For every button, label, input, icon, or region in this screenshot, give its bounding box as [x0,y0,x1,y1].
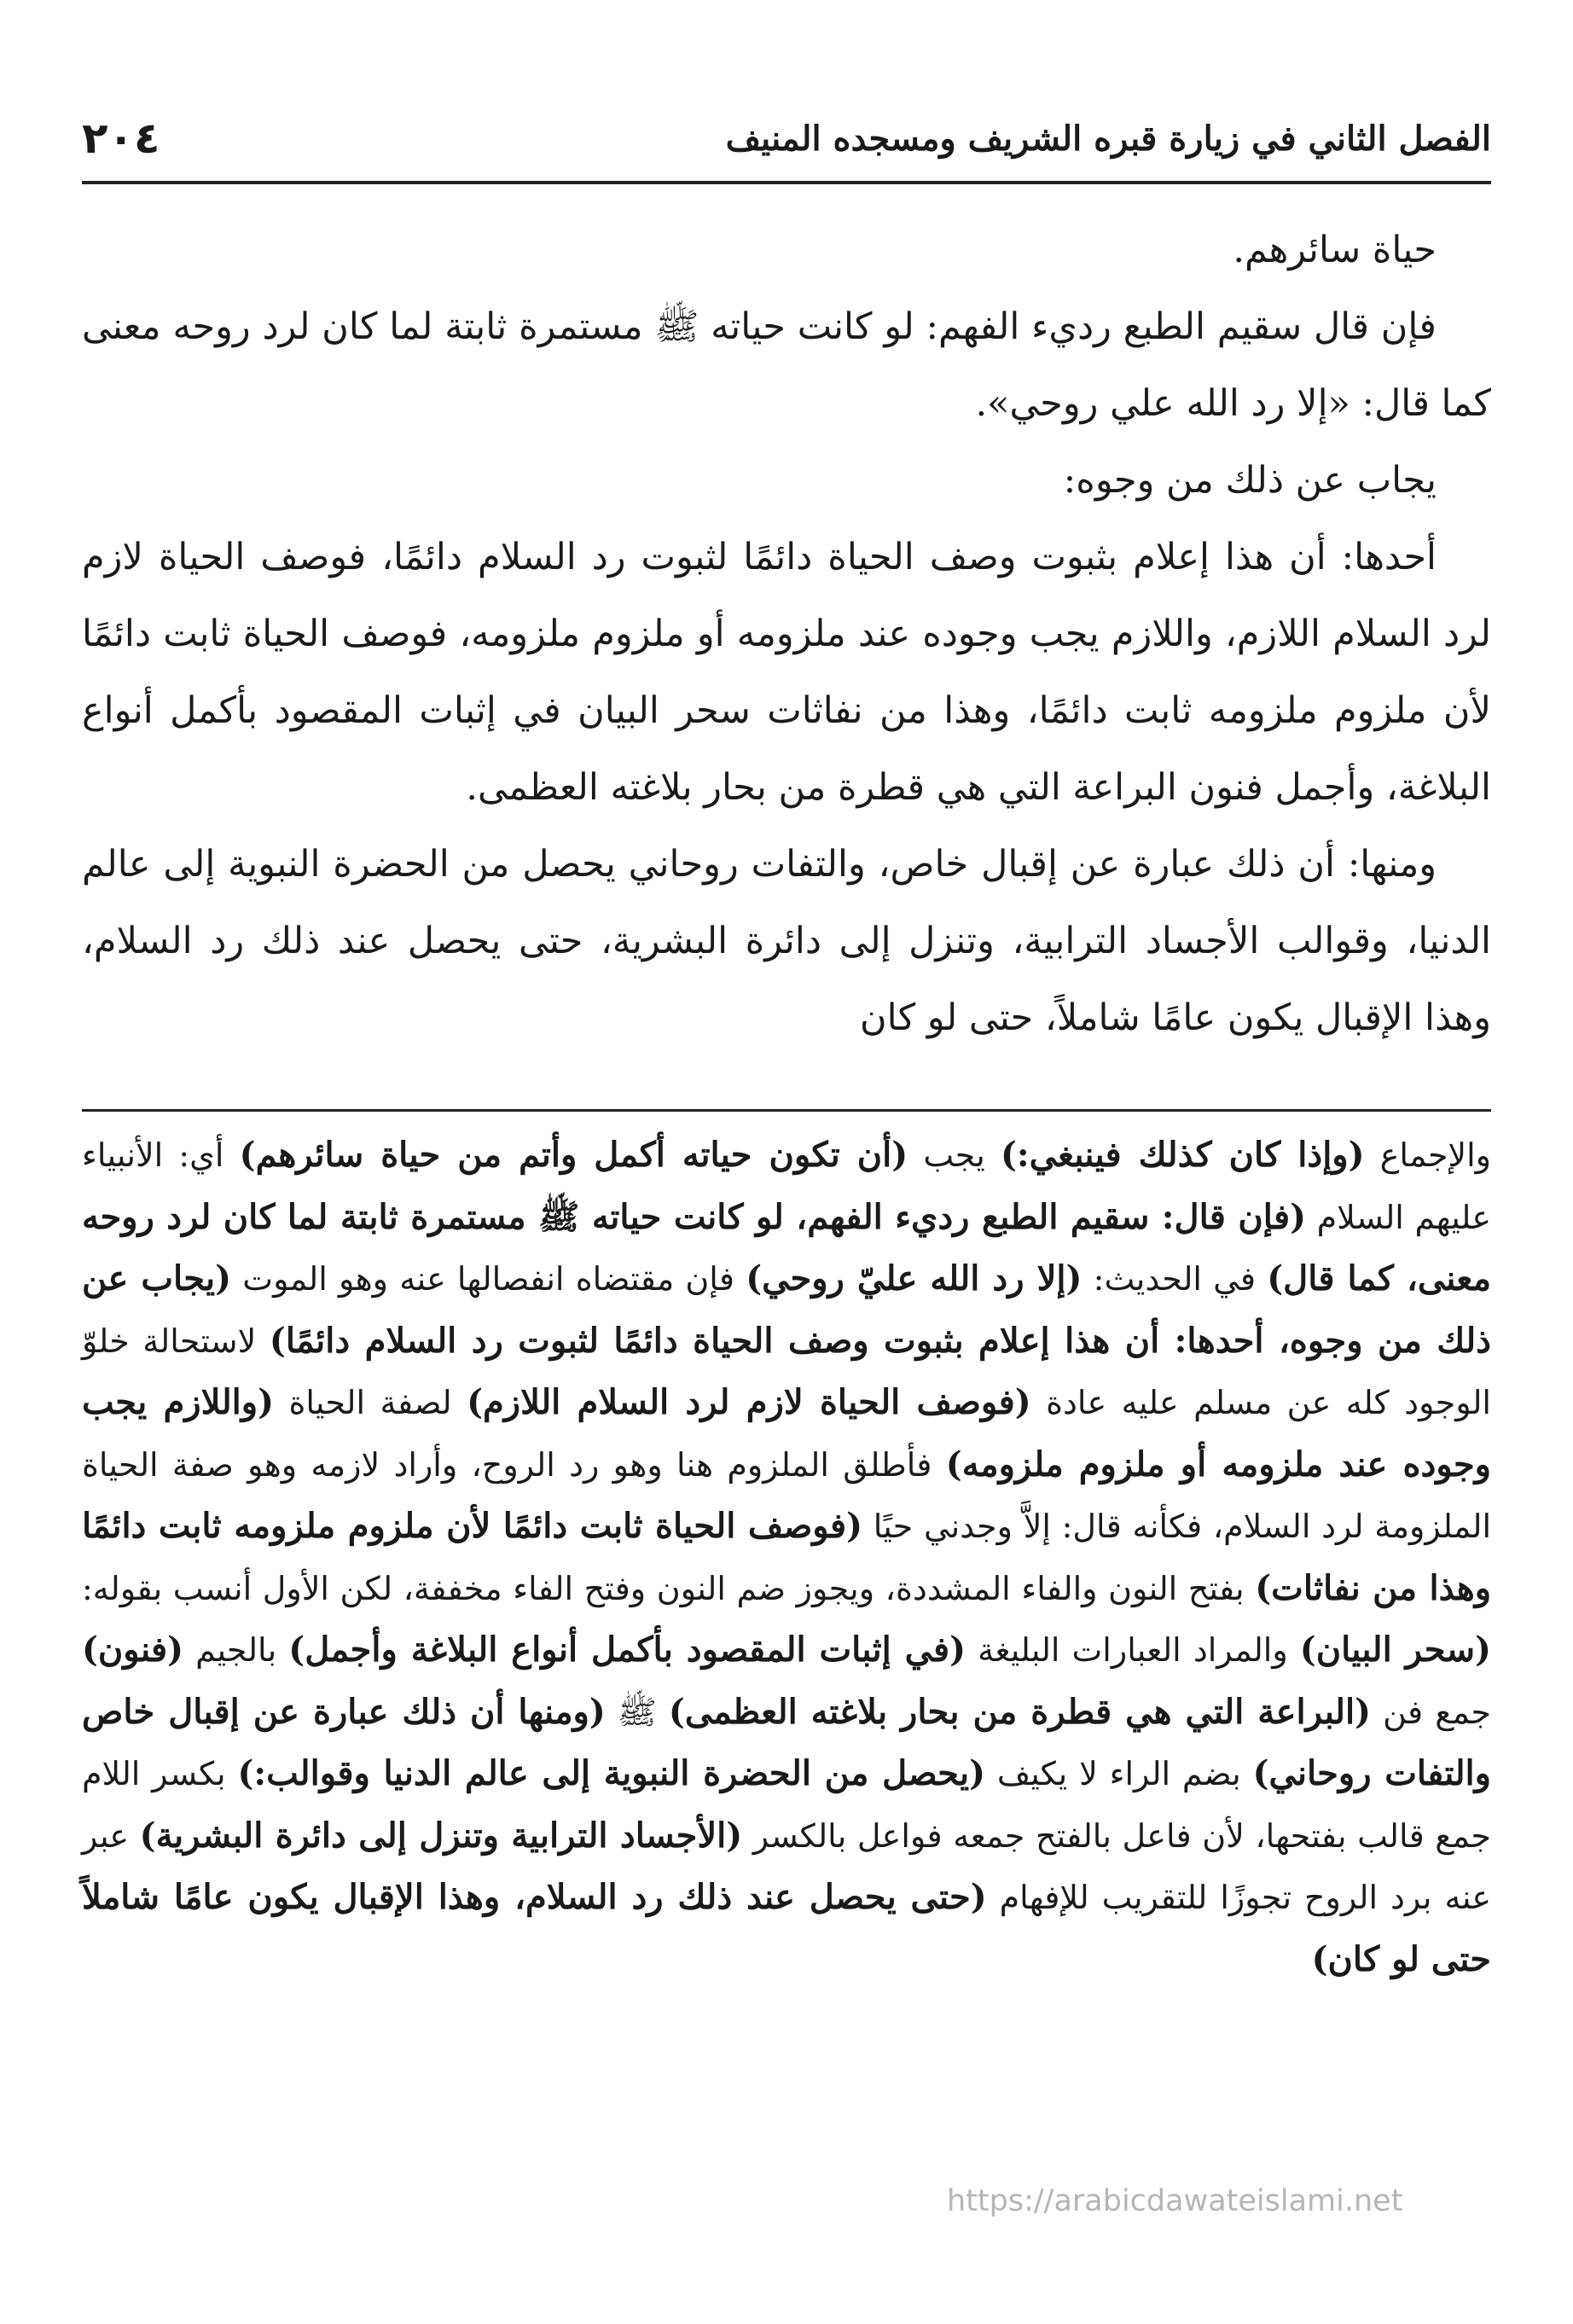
quoted-matn-segment: (سحر البيان) [1299,1630,1491,1670]
main-text [82,212,1491,1056]
quoted-matn-segment: (إلا رد الله عليّ روحي) [746,1258,1083,1299]
main-paragraph-5: ومنها: أن ذلك عبارة عن إقبال خاص، والتفات روحاني يحصل من الحضرة النبوية إلى عالم الدنيا، وقوالب الأجساد الترابية، وتنزل إلى دائرة البشرية، حتى يحصل عند ذلك رد السلام، وهذا الإقبال يكون عامًا شاملاً، حتى لو كان [82,843,1491,1039]
sharh-segment: فأطلق الملزوم هنا وهو رد الروح، وأراد لازمه وهو صفة الحياة الملزومة لرد السلام، فكأنه قال: إلاَّ وجدني حيًا [82,1445,1491,1545]
running-title: الفصل الثاني في زيارة قبره الشريف ومسجده المنيف [725,118,1491,159]
sharh-segment: بكسر اللام جمع قالب بفتحها، لأن فاعل بالفتح جمعه فواعل بالكسر [82,1755,1491,1855]
sharh-segment: عبر عنه برد الروح تجوزًا للتقريب للإفهام [82,1816,1491,1916]
main-paragraph-3: يجاب عن ذلك من وجوه: [1063,459,1437,502]
main-paragraph-1: حياة سائرهم. [1233,229,1437,271]
quoted-matn-segment: (يجاب عن ذلك من وجوه، أحدها: أن هذا إعلام بثبوت وصف الحياة دائمًا لثبوت رد السلام دائمًا) [82,1258,1491,1361]
sharh-segment: جمع فن [1371,1693,1491,1731]
sharh-segment: والإجماع [1364,1136,1492,1174]
page-number: ٢٠٤ [82,113,160,163]
quoted-matn-segment: (فنون) [82,1630,184,1670]
commentary-text [82,1124,1491,1990]
commentary-divider [82,1109,1491,1112]
sharh-segment: بالجيم [183,1631,289,1669]
quoted-matn-segment: (فإن قال: سقيم الطبع رديء الفهم، لو كانت حياته ﷺ مستمرة ثابتة لما كان لرد روحه معنى، كما قال) [82,1196,1492,1299]
sharh-segment: لصفة الحياة [274,1384,467,1421]
quoted-matn-segment: (واللازم يجب وجوده عند ملزومه أو ملزوم ملزومه) [82,1382,1491,1484]
sharh-segment: فإن مقتضاه انفصالها عنه وهو الموت [231,1260,746,1298]
sharh-segment: في الحديث: [1082,1260,1268,1298]
quoted-matn-segment: (وإذا كان كذلك فينبغي:) [1000,1135,1365,1175]
quoted-matn-segment: (أن تكون حياته أكمل وأتم من حياة سائرهم) [239,1135,908,1175]
sharh-segment: لاستحالة خلوّ الوجود كله عن مسلم عليه عادة [82,1322,1491,1421]
page-header [82,104,1491,172]
main-paragraph-2: فإن قال سقيم الطبع رديء الفهم: لو كانت حياته ﷺ مستمرة ثابتة لما كان لرد روحه معنى كما قال: «إلا رد الله علي روحي». [82,305,1491,425]
quoted-matn-segment: (فوصف الحياة لازم لرد السلام اللازم) [467,1382,1031,1422]
sharh-segment: أي: الأنبياء عليهم السلام [82,1136,1492,1236]
sharh-segment: بضم الراء لا يكيف [985,1755,1253,1792]
header-divider [82,181,1491,184]
quoted-matn-segment: (حتى يحصل عند ذلك رد السلام، وهذا الإقبال يكون عامًا شاملاً حتى لو كان) [82,1877,1491,1979]
quoted-matn-segment: (ومنها أن ذلك عبارة عن إقبال خاص والتفات روحاني) [82,1691,1491,1793]
quoted-matn-segment: (فوصف الحياة ثابت دائمًا لأن ملزوم ملزومه ثابت دائمًا وهذا من نفاثات) [82,1506,1492,1608]
sharh-segment: يجب [908,1136,1001,1174]
quoted-matn-segment: (يحصل من الحضرة النبوية إلى عالم الدنيا وقوالب:) [237,1753,986,1793]
site-watermark: https://arabicdawateislami.net [947,2184,1403,2218]
sharh-segment: والمراد العبارات البليغة [966,1631,1300,1669]
main-paragraph-4: أحدها: أن هذا إعلام بثبوت وصف الحياة دائمًا لثبوت رد السلام دائمًا، فوصف الحياة لازم لرد السلام اللازم، واللازم يجب وجوده عند ملزومه أو ملزوم ملزومه، فوصف الحياة ثابت دائمًا لأن ملزوم ملزومه ثابت دائمًا، وهذا من نفاثات سحر البيان في إثبات المقصود بأكمل أنواع البلاغة، وأجمل فنون البراعة التي هي قطرة من بحار بلاغته العظمى. [82,536,1491,809]
sharh-segment: ﷺ [605,1693,669,1731]
quoted-matn-segment: (البراعة التي هي قطرة من بحار بلاغته العظمى) [668,1691,1372,1732]
quoted-matn-segment: (في إثبات المقصود بأكمل أنواع البلاغة وأجمل) [288,1630,966,1670]
sharh-segment: بفتح النون والفاء المشددة، ويجوز ضم النون وفتح الفاء مخففة، لكن الأول أنسب بقوله: [82,1569,1256,1607]
quoted-matn-segment: (الأجساد الترابية وتنزل إلى دائرة البشرية) [139,1815,743,1856]
